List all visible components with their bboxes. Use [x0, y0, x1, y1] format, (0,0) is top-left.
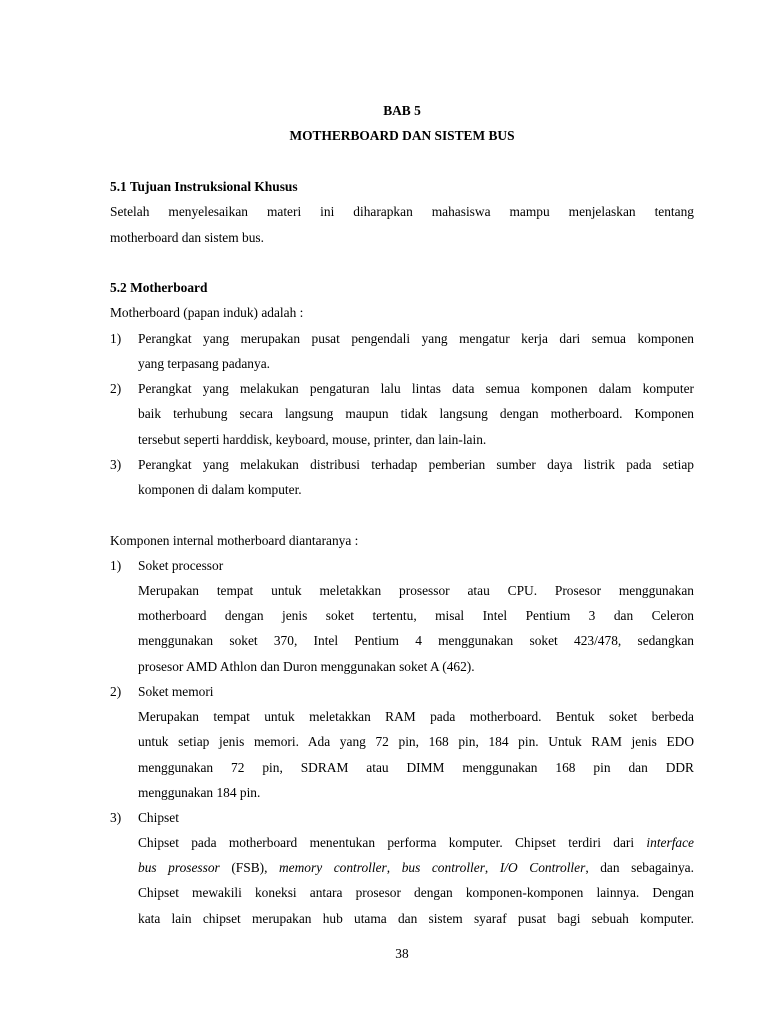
list-item-line: baik terhubung secara langsung maupun tidak langsung dengan motherboard. Komponen — [138, 406, 694, 421]
list-item-line: menggunakan 72 pin, SDRAM atau DIMM menggunakan 168 pin dan DDR — [138, 760, 694, 775]
list-number: 3) — [110, 810, 122, 825]
text-run: , — [484, 860, 500, 875]
list-item-line: Perangkat yang melakukan pengaturan lalu lintas data semua komponen dalam komputer — [138, 381, 694, 396]
text-run: Chipset pada motherboard menentukan performa komputer. Chipset terdiri dari — [138, 835, 647, 850]
list-number: 2) — [110, 381, 122, 396]
paragraph-line: Motherboard (papan induk) adalah : — [110, 305, 304, 320]
list-item-line: Chipset mewakili koneksi antara prosesor dengan komponen-komponen lainnya. Dengan — [138, 885, 694, 900]
list-item-line: menggunakan 184 pin. — [138, 785, 261, 800]
list-item-line — [138, 860, 694, 876]
list-item-line: motherboard dengan jenis soket tertentu, misal Intel Pentium 3 dan Celeron — [138, 608, 694, 623]
list-item-line: Perangkat yang melakukan distribusi terhadap pemberian sumber daya listrik pada setiap — [138, 457, 694, 472]
list-item-line: kata lain chipset merupakan hub utama dan sistem syaraf pusat bagi sebuah komputer. — [138, 911, 694, 926]
section-heading-5-1: 5.1 Tujuan Instruksional Khusus — [110, 179, 298, 194]
page-number: 38 — [395, 946, 409, 961]
list-item-line: tersebut seperti harddisk, keyboard, mouse, printer, dan lain-lain. — [138, 432, 487, 447]
chapter-label: BAB 5 — [383, 103, 421, 118]
list-number: 2) — [110, 684, 122, 699]
text-run-italic: bus controller — [401, 860, 485, 875]
text-run-italic: memory controller — [279, 860, 387, 875]
list-item-line: prosesor AMD Athlon dan Duron menggunakan soket A (462). — [138, 659, 475, 674]
list-number: 1) — [110, 558, 122, 573]
list-number: 3) — [110, 457, 122, 472]
list-item-line: Merupakan tempat untuk meletakkan prosessor atau CPU. Prosesor menggunakan — [138, 583, 694, 598]
text-run-italic: bus prosessor — [138, 860, 220, 875]
list-item-line: untuk setiap jenis memori. Ada yang 72 pin, 168 pin, 184 pin. Untuk RAM jenis EDO — [138, 734, 694, 749]
chapter-title: MOTHERBOARD DAN SISTEM BUS — [289, 128, 515, 143]
paragraph-line: Komponen internal motherboard diantaranya : — [110, 533, 359, 548]
list-item-line: Merupakan tempat untuk meletakkan RAM pada motherboard. Bentuk soket berbeda — [138, 709, 694, 724]
list-item-title: Soket processor — [138, 558, 224, 573]
list-item-title: Soket memori — [138, 684, 214, 699]
list-item-line: komponen di dalam komputer. — [138, 482, 302, 497]
text-run-italic: interface — [646, 835, 694, 850]
section-heading-5-2: 5.2 Motherboard — [110, 280, 208, 295]
list-item-title: Chipset — [138, 810, 179, 825]
list-item-line: Perangkat yang merupakan pusat pengendali yang mengatur kerja dari semua komponen — [138, 331, 694, 346]
list-item-line: menggunakan soket 370, Intel Pentium 4 menggunakan soket 423/478, sedangkan — [138, 633, 694, 648]
list-number: 1) — [110, 331, 122, 346]
text-run: , — [386, 860, 402, 875]
paragraph-line: motherboard dan sistem bus. — [110, 230, 264, 245]
text-run-italic: I/O Controller — [499, 860, 586, 875]
text-run: (FSB), — [219, 860, 279, 875]
list-item-line — [138, 835, 694, 851]
text-run: , dan sebagainya. — [585, 860, 694, 875]
paragraph-line: Setelah menyelesaikan materi ini diharapkan mahasiswa mampu menjelaskan tentang — [110, 204, 694, 219]
list-item-line: yang terpasang padanya. — [138, 356, 270, 371]
